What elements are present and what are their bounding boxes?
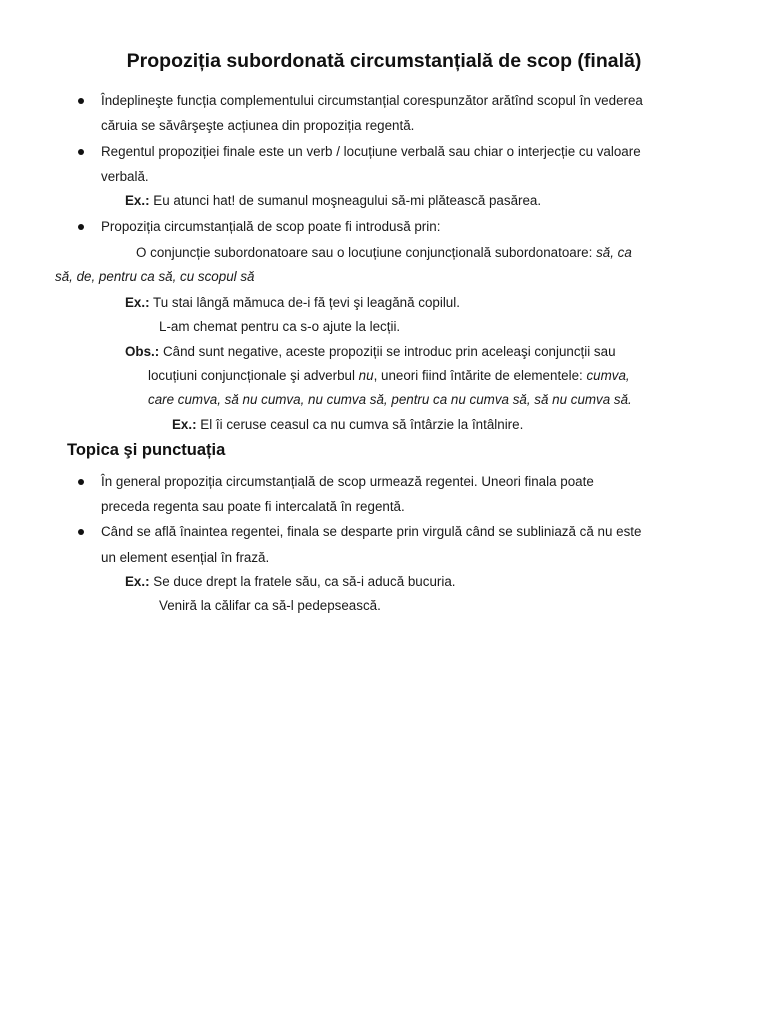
conjunction-line-2 [55,269,255,285]
observation-line-1 [125,344,616,360]
bullet-dot [78,149,84,155]
bullet-3-line-1: Propoziția circumstanțială de scop poate fi introdusă prin: [101,219,441,234]
conjunction-examples: să, de, pentru ca să, cu scopul să [55,269,255,284]
topica-bullet-1-line-1: În general propoziția circumstanțială de scop urmează regentei. Uneori finala poate [101,474,594,489]
bullet-1-line-1: Îndeplineşte funcția complementului circumstanțial corespunzător arătînd scopul în vederea [101,93,643,108]
example-3 [172,417,523,433]
example-label: Ex.: [125,193,150,208]
bullet-dot [78,529,84,535]
example-label: Ex.: [125,574,150,589]
conjunction-text: O conjuncție subordonatoare sau o locuțiune conjuncțională subordonatoare: [136,245,597,260]
observation-text: , uneori fiind întărite de elementele: [373,368,587,383]
topica-bullet-2-line-2: un element esențial în frază. [101,550,270,565]
observation-italic: nu [358,368,374,383]
observation-italic: cumva, [586,368,630,383]
topica-example-line-2: Veniră la călifar ca să-l pedepsească. [159,598,381,613]
example-text: Tu stai lângă mămuca de-i fă țevi şi leagănă copilul. [149,295,460,310]
example-text: Eu atunci hat! de sumanul moşneagului să-mi plătească pasărea. [149,193,542,208]
example-text: Se duce drept la fratele său, ca să-i aducă bucuria. [149,574,456,589]
bullet-2-line-1: Regentul propoziției finale este un verb / locuțiune verbală sau chiar o interjecție cu valoare [101,144,641,159]
conjunction-examples: să, ca [596,245,632,260]
example-text: El îi ceruse ceasul ca nu cumva să întârzie la întâlnire. [196,417,524,432]
observation-italic: care cumva, să nu cumva, nu cumva să, pentru ca nu cumva să, să nu cumva să. [148,392,632,407]
example-label: Ex.: [125,295,150,310]
observation-line-2 [148,368,630,384]
bullet-dot [78,479,84,485]
observation-label: Obs.: [125,344,160,359]
example-2 [125,295,460,311]
observation-text: locuțiuni conjuncționale şi adverbul [148,368,359,383]
bullet-dot [78,224,84,230]
bullet-2-line-2: verbală. [101,169,149,184]
topica-example [125,574,456,590]
observation-line-3 [148,392,632,408]
section-heading: Topica şi punctuația [67,441,226,459]
example-2-line-2: L-am chemat pentru ca s-o ajute la lecții. [159,319,401,334]
page-title: Propoziția subordonată circumstanțială de scop (finală) [126,50,642,72]
topica-bullet-2-line-1: Când se află înaintea regentei, finala se desparte prin virgulă când se subliniază că nu este [101,524,642,539]
topica-bullet-1-line-2: preceda regenta sau poate fi intercalată în regentă. [101,499,405,514]
example-label: Ex.: [172,417,197,432]
observation-text: Când sunt negative, aceste propoziții se introduc prin aceleaşi conjuncții sau [159,344,616,359]
conjunction-line-1 [136,245,632,261]
bullet-dot [78,98,84,104]
example-1 [125,193,541,209]
bullet-1-line-2: căruia se săvârşeşte acțiunea din propoziția regentă. [101,118,415,133]
